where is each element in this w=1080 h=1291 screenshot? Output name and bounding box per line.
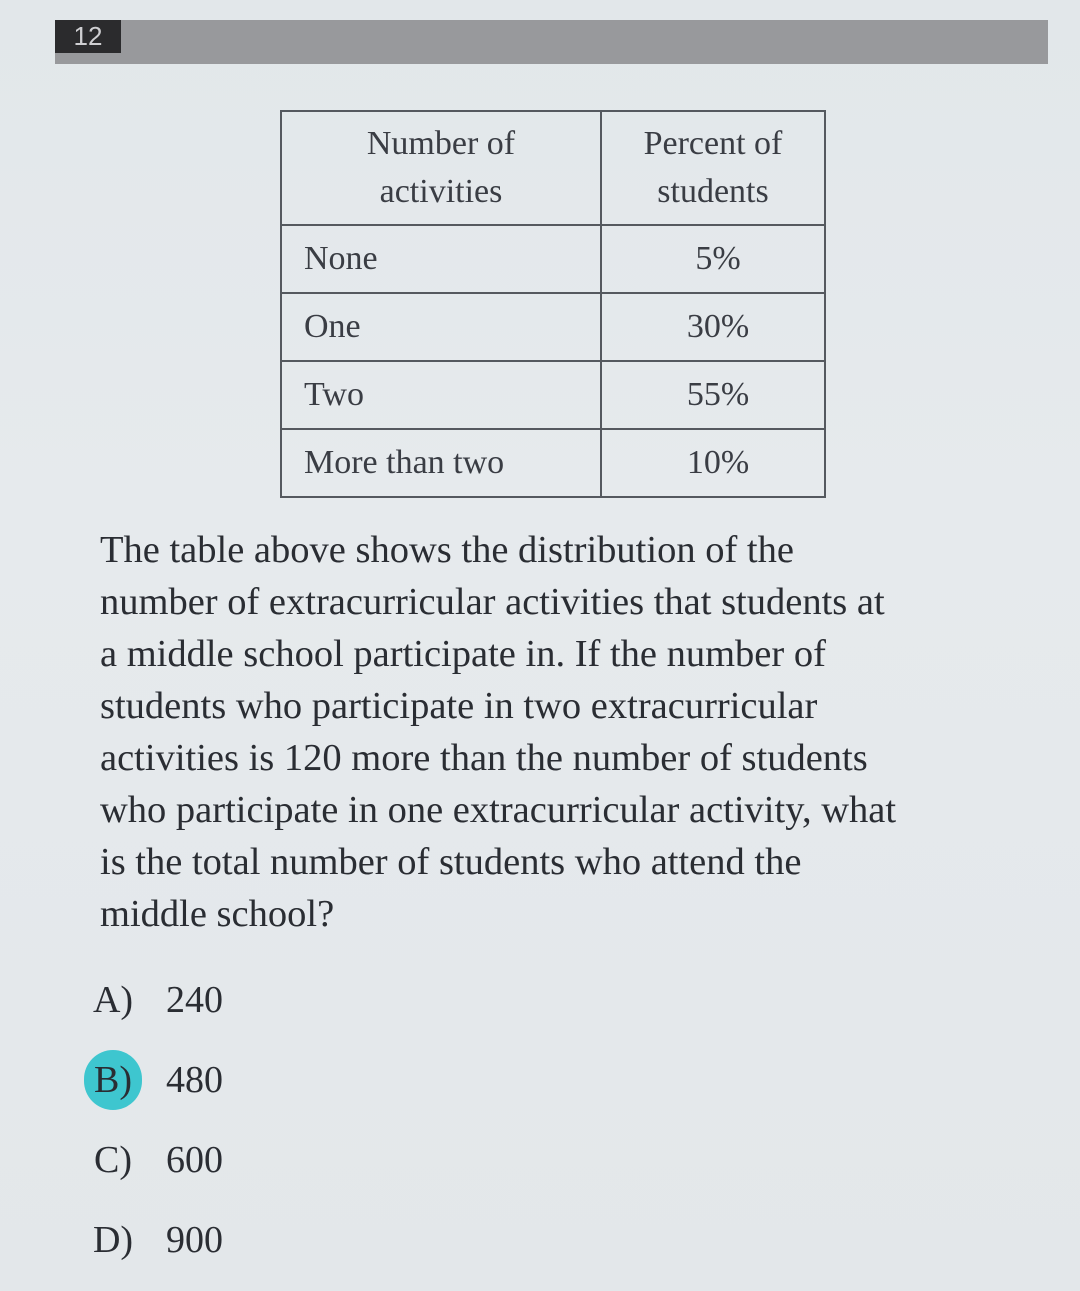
row-value: 10% [601, 429, 825, 497]
row-label: Two [281, 361, 601, 429]
choice-letter: D) [92, 1219, 134, 1261]
answer-choice-a[interactable] [84, 970, 223, 1050]
question-text: The table above shows the distribution of the number of extracurricular activities that students at a middle school participate in. If the number of students who participate in two extracurricular activities is 120 more than the number of students who participate in one extracurricular activity, what is the total number of students who attend the middle school? [100, 529, 897, 935]
question-number-badge: 12 [55, 20, 121, 53]
column-header-activities: Number of activities [281, 111, 601, 225]
activities-table [280, 110, 826, 498]
answer-choice-b[interactable] [84, 1050, 223, 1130]
choice-value: 600 [166, 1139, 223, 1181]
table-row [281, 361, 825, 429]
table-header-row [281, 111, 825, 225]
row-label: One [281, 293, 601, 361]
row-label: None [281, 225, 601, 293]
table-row [281, 225, 825, 293]
row-value: 30% [601, 293, 825, 361]
answer-choice-c[interactable] [84, 1130, 223, 1210]
answer-choices [84, 970, 223, 1290]
row-value: 5% [601, 225, 825, 293]
choice-value: 480 [166, 1059, 223, 1101]
choice-letter: C) [94, 1139, 132, 1181]
column-header-percent: Percent of students [601, 111, 825, 225]
choice-letter: A) [92, 979, 134, 1021]
table-row [281, 429, 825, 497]
row-value: 55% [601, 361, 825, 429]
table-row [281, 293, 825, 361]
choice-letter-selected: B) [84, 1050, 142, 1110]
choice-value: 240 [166, 979, 223, 1021]
choice-value: 900 [166, 1219, 223, 1261]
answer-choice-d[interactable] [84, 1210, 223, 1290]
question-header-bar [55, 20, 1048, 64]
row-label: More than two [281, 429, 601, 497]
